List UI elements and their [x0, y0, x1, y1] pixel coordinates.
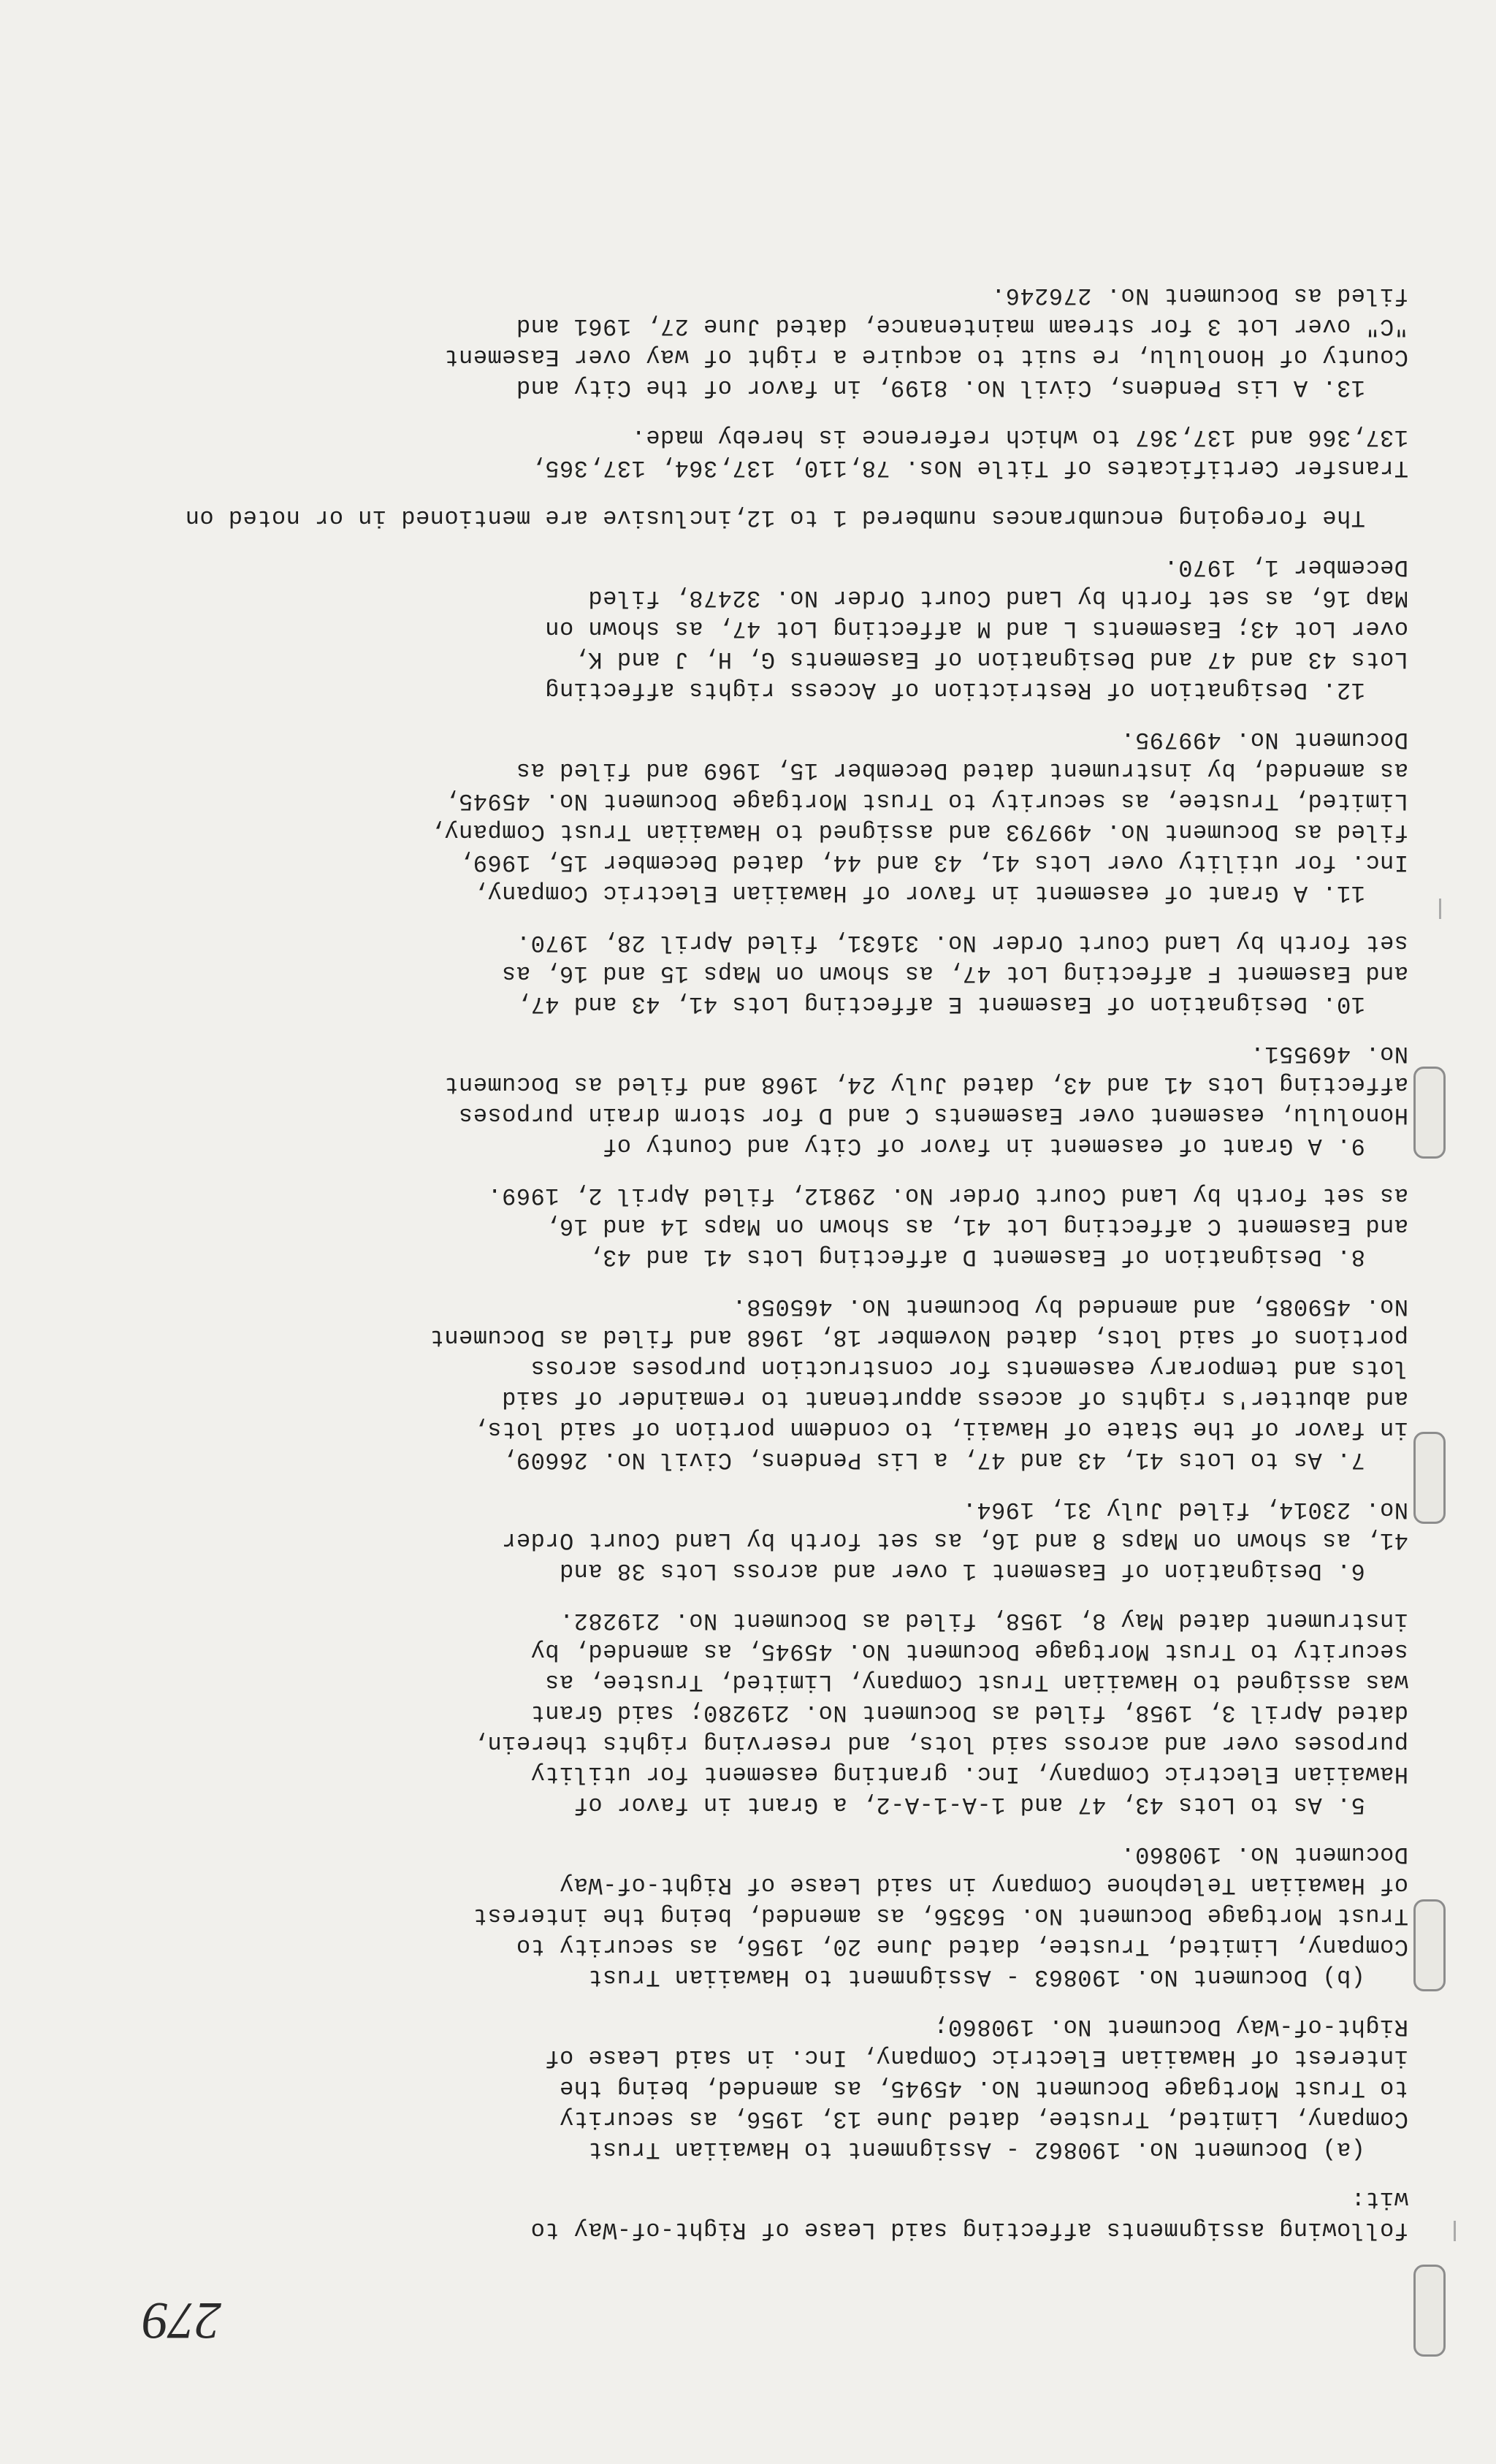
page-number: 279 [142, 2292, 221, 2350]
binder-hole [1413, 1899, 1446, 1991]
text-line: as amended, by instrument dated December 15, 1969 and filed as [516, 757, 1408, 784]
document-body [185, 261, 1408, 2245]
text-line: 6. Designation of Easement 1 over and across Lots 38 and [559, 1557, 1408, 1584]
text-line: 137,366 and 137,367 to which reference is hereby made. [631, 424, 1408, 451]
text-line: Transfer Certificates of Title Nos. 78,110, 137,364, 137,365, [530, 454, 1408, 481]
text-line: Right-of-Way Document No. 190860; [933, 2013, 1408, 2040]
text-line: "C" over Lot 3 for stream maintenance, dated June 27, 1961 and [516, 313, 1408, 340]
paragraph [203, 1839, 1408, 1992]
paragraph [203, 724, 1408, 908]
paragraph [203, 552, 1408, 705]
text-line: Limited, Trustee, as security to Trust Mortgage Document No. 45945, [443, 787, 1408, 815]
text-line: of Hawaiian Telephone Company in said Lease of Right-of-Way [559, 1872, 1408, 1899]
text-line: Inc. for utility over Lots 41, 43 and 44, dated December 15, 1969, [458, 849, 1408, 876]
text-line: 12. Designation of Restriction of Access rights affecting [544, 676, 1408, 703]
text-line: No. 23014, filed July 31, 1964. [962, 1496, 1408, 1523]
text-line: security to Trust Mortgage Document No. 45945, as amended, by [530, 1638, 1408, 1665]
paragraph [203, 2183, 1408, 2245]
text-line: wit: [1351, 2186, 1408, 2213]
margin-mark [1454, 2221, 1456, 2241]
text-line: as set forth by Land Court Order No. 29812, filed April 2, 1969. [487, 1182, 1408, 1209]
text-line: Honolulu, easement over Easements C and D for storm drain purposes [458, 1102, 1408, 1129]
text-line: and abutter's rights of access appurtenant to remainder of said [501, 1385, 1408, 1412]
text-line: County of Honolulu, re suit to acquire a right of way over Easement [443, 343, 1408, 370]
text-line: following assignments affecting said Lease of Right-of-Way to [530, 2216, 1408, 2243]
paragraph [203, 1038, 1408, 1161]
text-line: interest of Hawaiian Electric Company, Inc. in said Lease of [544, 2044, 1408, 2071]
text-line: Trust Mortgage Document No. 56356, as amended, being the interest [473, 1902, 1408, 1929]
text-line: No. 469551. [1250, 1040, 1408, 1067]
paragraph [203, 422, 1408, 483]
paragraph [203, 1180, 1408, 1272]
text-line: and Easement C affecting Lot 41, as shown on Maps 14 and 16, [544, 1213, 1408, 1240]
text-line: filed as Document No. 276246. [991, 282, 1408, 309]
text-line: 10. Designation of Easement E affecting Lots 41, 43 and 47, [516, 991, 1408, 1018]
text-line: December 1, 1970. [1164, 554, 1408, 581]
margin-mark [1439, 899, 1441, 919]
text-line: lots and temporary easements for construction purposes across [530, 1354, 1408, 1381]
text-line: Document No. 190860. [1120, 1841, 1408, 1868]
text-line: 8. Designation of Easement D affecting Lots 41 and 43, [587, 1243, 1408, 1270]
text-line: 11. A Grant of easement in favor of Hawaiian Electric Company, [473, 880, 1408, 907]
text-line: Hawaiian Electric Company, Inc. granting easement for utility [530, 1761, 1408, 1788]
text-line: over Lot 43; Easements L and M affecting Lot 47, as shown on [544, 615, 1408, 642]
text-line: Map 16, as set forth by Land Court Order No. 32478, filed [587, 584, 1408, 611]
text-line: 41, as shown on Maps 8 and 16, as set forth by Land Court Order [501, 1527, 1408, 1554]
text-line: dated April 3, 1958, filed as Document No. 219280; said Grant [530, 1699, 1408, 1726]
paragraph [203, 1291, 1408, 1475]
paragraph [203, 1605, 1408, 1820]
paragraph [185, 502, 1408, 533]
text-line: 7. As to Lots 41, 43 and 47, a Lis Pendens, Civil No. 26609, [501, 1446, 1408, 1473]
text-line: (b) Document No. 190863 - Assignment to Hawaiian Trust [587, 1964, 1408, 1991]
text-line: The foregoing encumbrances numbered 1 to 12,inclusive are mentioned in or noted on [185, 504, 1408, 531]
text-line: purposes over and across said lots, and reserving rights therein, [473, 1730, 1408, 1757]
text-line: (a) Document No. 190862 - Assignment to Hawaiian Trust [587, 2136, 1408, 2163]
text-line: Document No. 499795. [1120, 726, 1408, 753]
text-line: filed as Document No. 499793 and assigned to Hawaiian Trust Company, [430, 818, 1408, 845]
text-line: instrument dated May 8, 1958, filed as Document No. 219282. [559, 1607, 1408, 1634]
text-line: portions of said lots, dated November 18, 1968 and filed as Document [430, 1324, 1408, 1351]
text-line: set forth by Land Court Order No. 31631, filed April 28, 1970. [516, 929, 1408, 956]
paragraph [203, 2011, 1408, 2164]
text-line: 5. As to Lots 43, 47 and 1-A-1-A-2, a Grant in favor of [573, 1791, 1408, 1818]
binder-hole [1413, 1067, 1446, 1159]
text-line: Company, Limited, Trustee, dated June 13, 1956, as security [559, 2105, 1408, 2132]
text-line: 13. A Lis Pendens, Civil No. 8199, in favor of the City and [516, 374, 1408, 401]
text-line: to Trust Mortgage Document No. 45945, as amended, being the [559, 2075, 1408, 2102]
text-line: was assigned to Hawaiian Trust Company, Limited, Trustee, as [544, 1668, 1408, 1696]
binder-hole [1413, 2265, 1446, 2357]
paragraph [203, 927, 1408, 1019]
text-line: Lots 43 and 47 and Designation of Easements G, H, J and K, [573, 646, 1408, 673]
text-line: Company, Limited, Trustee, dated June 20, 1956, as security to [516, 1933, 1408, 1960]
text-line: No. 459085, and amended by Document No. 465058. [731, 1293, 1408, 1320]
binder-hole [1413, 1432, 1446, 1524]
text-line: affecting Lots 41 and 43, dated July 24, 1968 and filed as Document [443, 1071, 1408, 1098]
text-line: in favor of the State of Hawaii, to condemn portion of said lots, [473, 1416, 1408, 1443]
text-line: and Easement F affecting Lot 47, as shown on Maps 15 and 16, as [501, 960, 1408, 987]
text-line: 9. A Grant of easement in favor of City and County of [602, 1132, 1408, 1159]
paragraph [203, 280, 1408, 403]
paragraph [203, 1494, 1408, 1586]
